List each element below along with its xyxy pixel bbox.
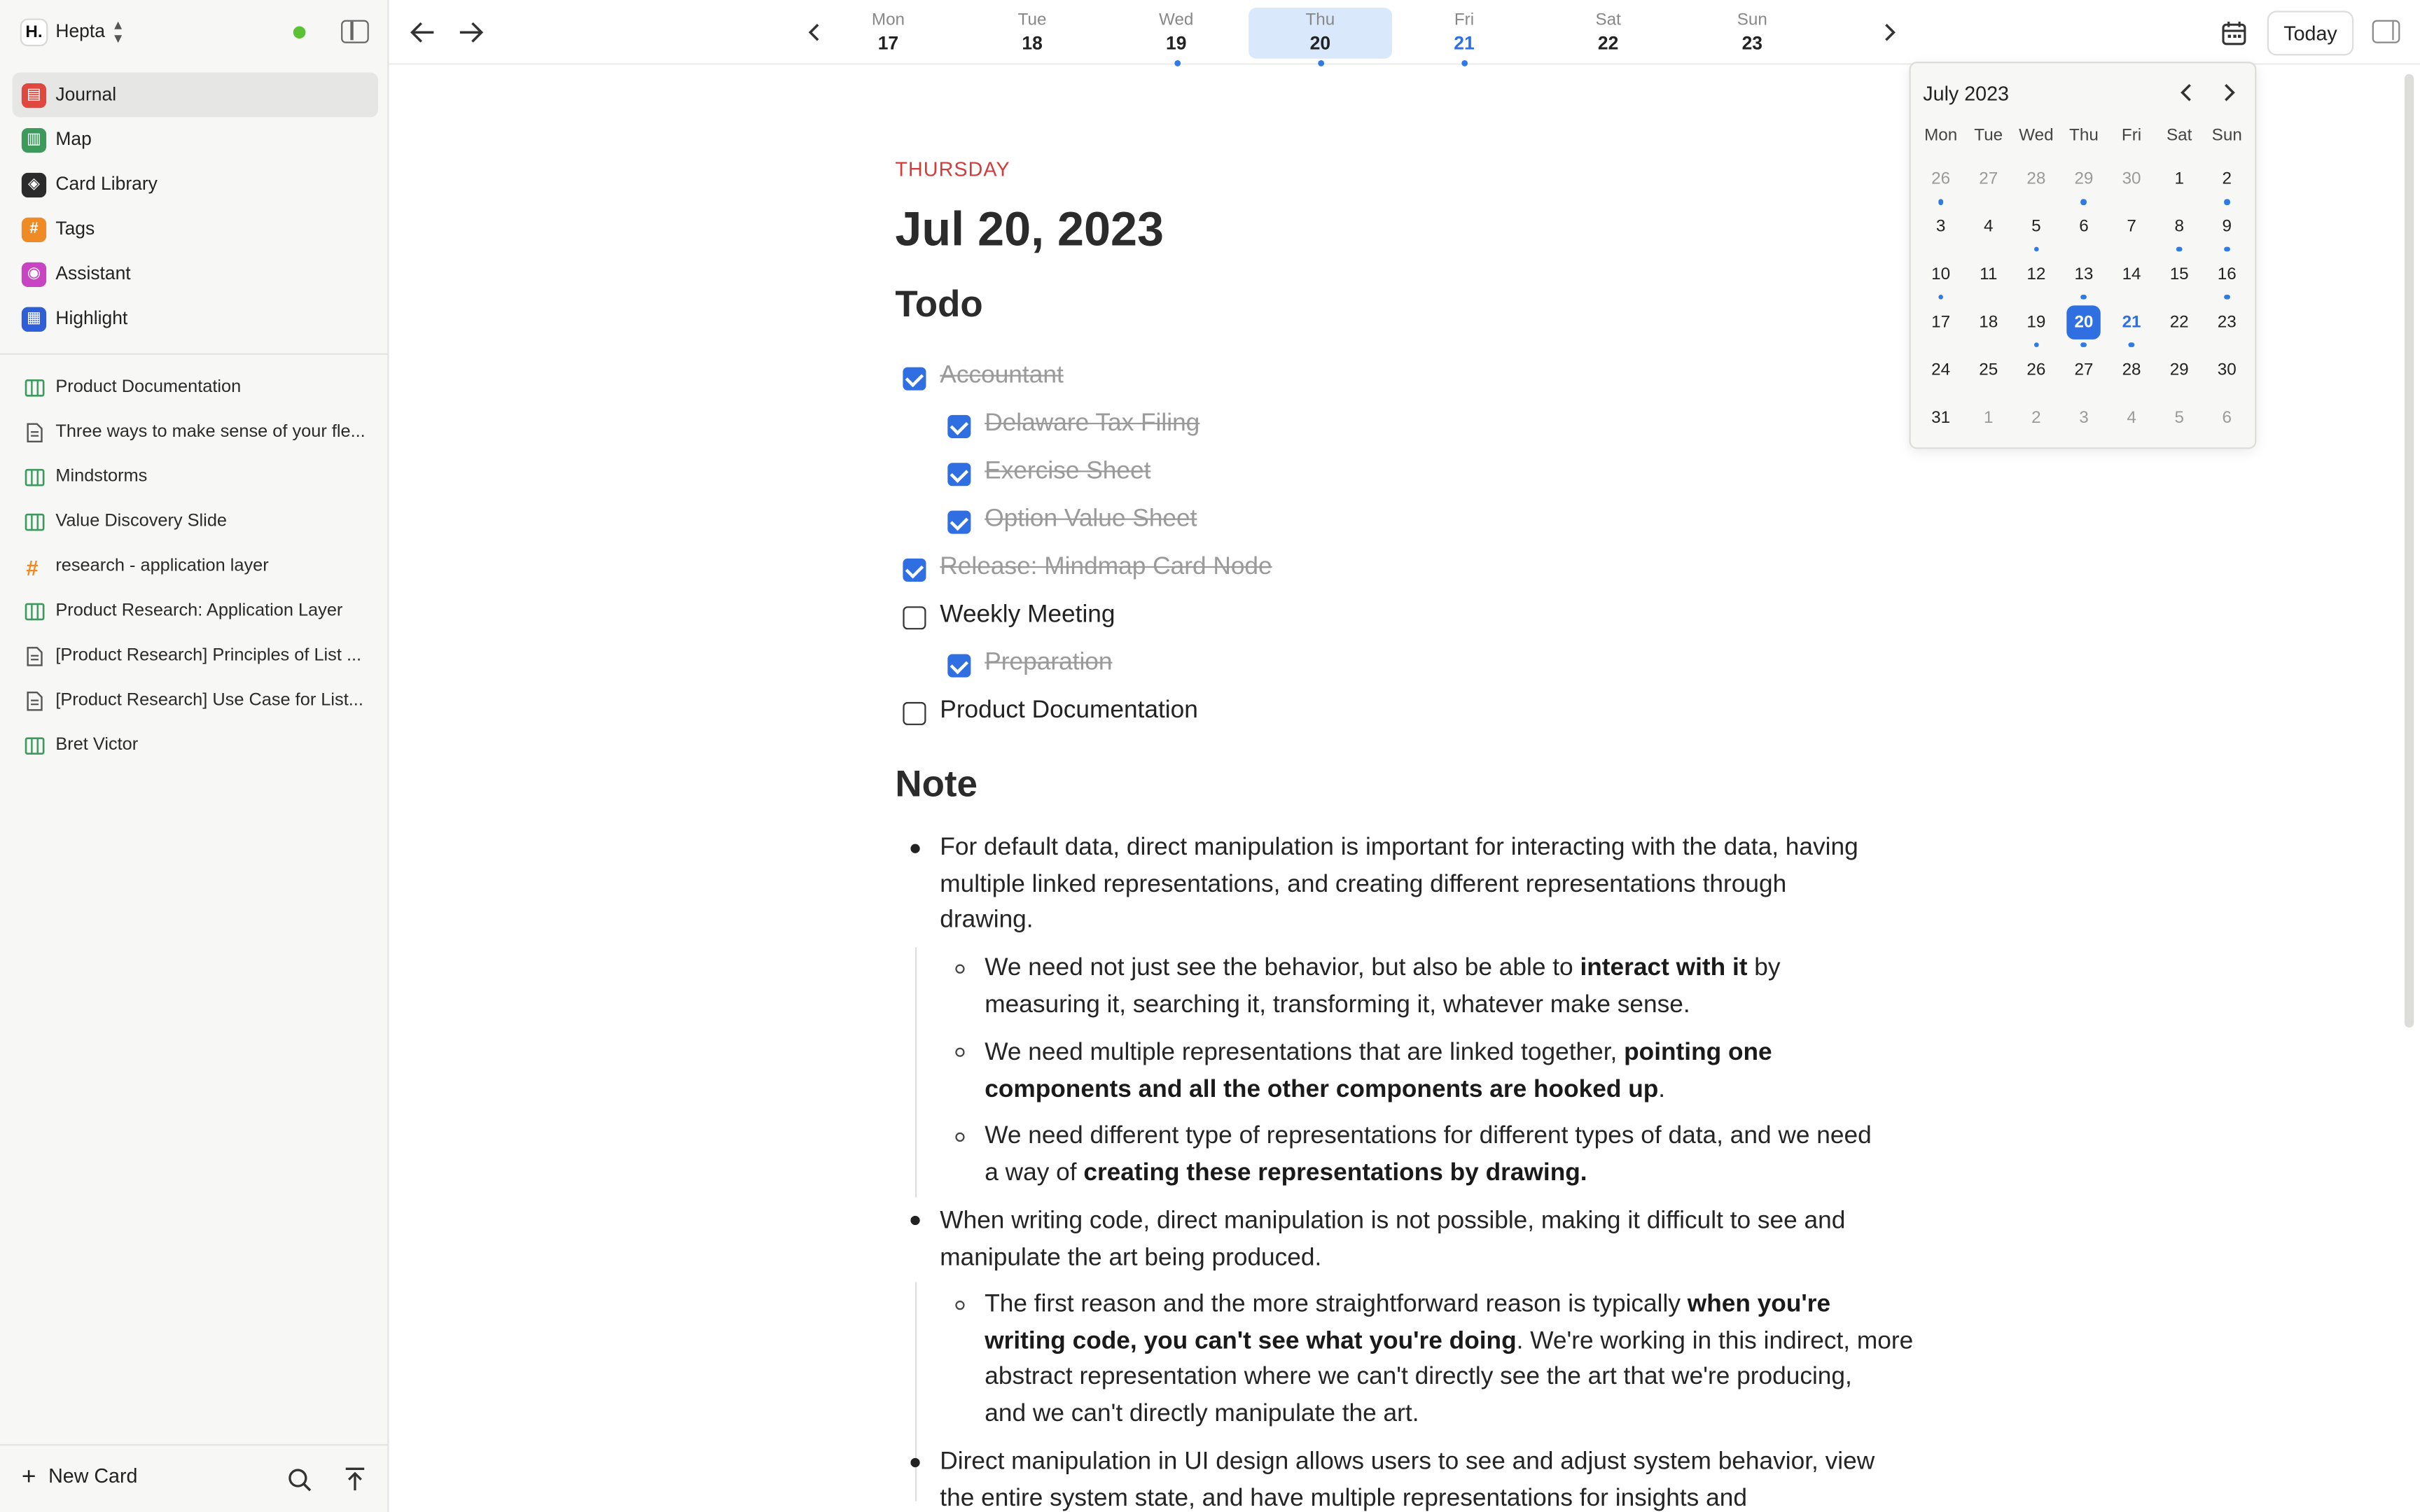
- workspace-logo[interactable]: H.: [20, 18, 48, 46]
- checked-checkbox[interactable]: [947, 463, 971, 486]
- checked-checkbox[interactable]: [947, 415, 971, 438]
- sidebar-footer: [0, 1444, 389, 1512]
- week-strip: [847, 0, 1928, 65]
- day-name: Tue: [1017, 10, 1047, 29]
- calendar-day[interactable]: 14: [2122, 265, 2141, 284]
- day-name: Sat: [1595, 10, 1621, 29]
- todo-text: Accountant: [940, 362, 1064, 389]
- day-thu[interactable]: [1249, 8, 1392, 59]
- next-month-chevron-icon[interactable]: [2218, 82, 2239, 104]
- note-line: the entire system state, and have multiple representations for insights and: [940, 1485, 1747, 1511]
- sidebar-card-label: research - application layer: [55, 556, 269, 576]
- svg-text:#: #: [26, 556, 39, 578]
- has-entry-dot: [1174, 60, 1180, 66]
- calendar-day[interactable]: 27: [2074, 360, 2094, 379]
- calendar-day[interactable]: 31: [1931, 407, 1951, 427]
- map-icon: [25, 468, 45, 488]
- calendar-day[interactable]: 29: [2169, 360, 2189, 379]
- note-line: For default data, direct manipulation is important for interacting with the data, having: [940, 834, 1858, 861]
- calendar-day[interactable]: 17: [1931, 312, 1951, 332]
- note-line: [985, 1287, 1942, 1323]
- checked-checkbox[interactable]: [947, 654, 971, 678]
- sidebar-item-label: Tags: [55, 217, 95, 239]
- bullet-dot: [910, 1458, 919, 1467]
- bold-span: pointing one: [1624, 1040, 1772, 1067]
- sidebar-card-item[interactable]: [13, 679, 378, 724]
- calendar-day[interactable]: 27: [1979, 169, 1998, 188]
- bold-span: writing code, you can't see what you're doing: [985, 1327, 1517, 1354]
- calendar-day[interactable]: 22: [2169, 312, 2189, 332]
- note-line: [985, 1035, 1942, 1072]
- sidebar-card-label: [Product Research] Use Case for List...: [55, 691, 363, 710]
- calendar-day[interactable]: 6: [2222, 407, 2232, 427]
- has-entry-dot: [2033, 246, 2039, 252]
- sidebar-item-label: Highlight: [55, 307, 128, 329]
- sidebar-card-item[interactable]: [13, 365, 378, 410]
- day-date: 17: [877, 32, 899, 55]
- sidebar-item-highlight[interactable]: [13, 296, 378, 341]
- has-entry-dot: [2224, 295, 2230, 300]
- calendar-day[interactable]: 26: [1931, 169, 1951, 188]
- note-line: [985, 951, 1942, 987]
- map-icon: [25, 512, 45, 533]
- note-sub-bullet[interactable]: [985, 1119, 1942, 1191]
- back-arrow-icon[interactable]: [408, 17, 438, 48]
- note-bullet[interactable]: [940, 1444, 1943, 1512]
- note-line: [985, 1323, 1942, 1359]
- sidebar-card-item[interactable]: [13, 410, 378, 455]
- calendar-day[interactable]: 28: [2026, 169, 2046, 188]
- bold-span: interact with it: [1580, 955, 1748, 981]
- has-entry-dot: [1462, 60, 1468, 66]
- sidebar-card-item[interactable]: [13, 455, 378, 500]
- calendar-day[interactable]: 7: [2127, 217, 2136, 236]
- document-icon: [25, 423, 45, 443]
- text-span: We need multiple representations that are linked together,: [985, 1040, 1625, 1067]
- todo-text: Option Value Sheet: [985, 505, 1197, 533]
- has-entry-dot: [2081, 199, 2087, 204]
- calendar-day[interactable]: 5: [2031, 217, 2041, 236]
- calendar-day[interactable]: 26: [2026, 360, 2046, 379]
- calendar-day[interactable]: 10: [1931, 265, 1951, 284]
- forward-arrow-icon[interactable]: [455, 17, 486, 48]
- sidebar-item-label: Card Library: [55, 172, 158, 195]
- sidebar-card-label: Value Discovery Slide: [55, 512, 228, 531]
- sidebar-card-label: Mindstorms: [55, 467, 148, 486]
- workspace-switch-icon[interactable]: ▴ ▾: [114, 17, 123, 48]
- todo-heading[interactable]: Todo: [895, 284, 983, 326]
- text-span: We need not just see the behavior, but also be able to: [985, 955, 1580, 981]
- text-span: by: [1747, 955, 1781, 981]
- todo-text: Product Documentation: [940, 697, 1198, 724]
- calendar-day[interactable]: 9: [2222, 217, 2232, 236]
- has-entry-dot: [1938, 295, 1944, 300]
- sidebar-card-label: [Product Research] Principles of List ...: [55, 646, 362, 665]
- sidebar-item-map[interactable]: [13, 118, 378, 162]
- unchecked-checkbox[interactable]: [903, 606, 926, 629]
- map-icon: ▥: [22, 128, 46, 153]
- tag-icon: [25, 557, 45, 578]
- sidebar-card-label: Product Research: Application Layer: [55, 601, 343, 621]
- new-card-button[interactable]: [22, 1464, 138, 1492]
- sidebar-item-tags[interactable]: [13, 206, 378, 251]
- checked-checkbox[interactable]: [903, 559, 926, 582]
- note-sub-bullet[interactable]: [985, 1035, 1942, 1108]
- day-name: Mon: [871, 10, 905, 29]
- note-line: multiple linked representations, and creating different representations through: [940, 871, 1787, 897]
- calendar-weekday: Sun: [2211, 126, 2242, 146]
- todo-text: Release: Mindmap Card Node: [940, 554, 1272, 580]
- sub-bullet-circle: [955, 965, 964, 974]
- calendar-day[interactable]: 3: [1935, 217, 1946, 236]
- note-line: We need different type of representations for different types of data, and we need: [985, 1123, 1872, 1150]
- calendar-day[interactable]: 6: [2079, 217, 2089, 236]
- scrollbar[interactable]: [2405, 74, 2414, 1028]
- day-sun[interactable]: [1681, 8, 1824, 59]
- calendar-day[interactable]: 30: [2217, 360, 2237, 379]
- has-entry-dot: [2081, 342, 2087, 348]
- prev-month-chevron-icon[interactable]: [2176, 82, 2198, 104]
- calendar-weekday: Thu: [2069, 126, 2099, 146]
- note-line: manipulate the art being produced.: [940, 1244, 1322, 1271]
- calendar-weekday: Wed: [2019, 126, 2054, 146]
- calendar-month-label: July 2023: [1923, 81, 2009, 105]
- document-icon: [25, 691, 45, 711]
- plus-icon: +: [21, 1464, 36, 1491]
- todo-text: Exercise Sheet: [985, 458, 1151, 485]
- right-panel-toggle-icon[interactable]: [2372, 20, 2400, 43]
- has-entry-dot: [2224, 246, 2230, 252]
- note-bullet[interactable]: [940, 1203, 1943, 1276]
- calendar-weekday: Tue: [1974, 126, 2003, 146]
- sync-status-dot: [293, 26, 306, 38]
- map-icon: [25, 736, 45, 756]
- map-icon: [25, 602, 45, 622]
- calendar-day[interactable]: 1: [2174, 169, 2184, 188]
- thread-line: [915, 1282, 917, 1502]
- recent-cards-list: [13, 365, 378, 768]
- sidebar-item-label: Map: [55, 127, 92, 150]
- note-sub-bullet[interactable]: [985, 951, 1942, 1023]
- day-name: Fri: [1454, 10, 1475, 29]
- workspace-header: [0, 0, 389, 65]
- has-entry-dot: [2129, 342, 2134, 348]
- day-wed[interactable]: [1104, 8, 1248, 59]
- calendar-weekday: Mon: [1924, 126, 1958, 146]
- calendar-day[interactable]: 15: [2169, 265, 2189, 284]
- day-fri[interactable]: [1393, 8, 1536, 59]
- has-entry-dot: [2033, 342, 2039, 348]
- calendar-day[interactable]: 29: [2074, 169, 2094, 188]
- calendar-day[interactable]: 2: [2222, 169, 2232, 188]
- bullet-dot: [910, 1216, 919, 1225]
- calendar-day[interactable]: 12: [2026, 265, 2046, 284]
- text-span: The first reason and the more straightforward reason is typically: [985, 1291, 1688, 1318]
- note-line: [985, 1155, 1942, 1191]
- day-name: Wed: [1159, 10, 1194, 29]
- checked-checkbox[interactable]: [903, 368, 926, 391]
- topbar: [389, 0, 2420, 65]
- note-line: When writing code, direct manipulation is not possible, making it difficult to see and: [940, 1208, 1846, 1235]
- map-icon: [25, 378, 45, 398]
- sidebar: [0, 0, 389, 1512]
- sidebar-card-label: Three ways to make sense of your fle...: [55, 422, 366, 442]
- today-button[interactable]: Today: [2267, 10, 2353, 55]
- sidebar-card-label: Product Documentation: [55, 378, 242, 397]
- note-line: measuring it, searching it, transforming it, whatever make sense.: [985, 991, 1690, 1018]
- calendar-icon[interactable]: [2221, 20, 2247, 46]
- assistant-icon: ◉: [22, 262, 46, 287]
- has-entry-dot: [1938, 199, 1944, 204]
- thread-line: [915, 947, 917, 1197]
- sidebar-card-label: Bret Victor: [55, 736, 139, 755]
- text-span: . We're working in this indirect, more: [1516, 1327, 1914, 1354]
- todo-text: Weekly Meeting: [940, 601, 1115, 629]
- calendar-day[interactable]: 24: [1931, 360, 1951, 379]
- calendar-day[interactable]: 8: [2174, 217, 2184, 236]
- note-line: Direct manipulation in UI design allows users to see and adjust system behavior, view: [940, 1448, 1875, 1476]
- day-name: Sun: [1737, 10, 1767, 29]
- day-sat[interactable]: [1536, 8, 1680, 59]
- weekday-label: THURSDAY: [895, 157, 1010, 181]
- workspace-name[interactable]: Hepta: [55, 20, 105, 42]
- sidebar-item-assistant[interactable]: [13, 251, 378, 296]
- sidebar-card-item[interactable]: [13, 545, 378, 589]
- note-line: and we can't directly manipulate the art.: [985, 1400, 1419, 1427]
- calendar-weekday: Sat: [2166, 126, 2192, 146]
- sidebar-divider: [0, 354, 389, 355]
- has-entry-dot: [2081, 295, 2087, 300]
- calendar-day[interactable]: 30: [2122, 169, 2141, 188]
- bold-span: when you're: [1687, 1291, 1831, 1318]
- unchecked-checkbox[interactable]: [903, 702, 926, 725]
- bold-span: components and all the other components are hooked up: [985, 1076, 1659, 1102]
- calendar-day[interactable]: 19: [2026, 312, 2046, 332]
- note-bullet[interactable]: [940, 830, 1943, 939]
- note-line: abstract representation where we can't directly see the art that we're producing,: [985, 1364, 1852, 1390]
- month-calendar-popover: [1909, 62, 2256, 449]
- sidebar-item-label: Journal: [55, 83, 117, 105]
- document-icon: [25, 647, 45, 667]
- calendar-day[interactable]: 16: [2217, 265, 2237, 284]
- calendar-day[interactable]: 4: [2127, 407, 2136, 427]
- sidebar-card-item[interactable]: [13, 634, 378, 679]
- sidebar-item-journal[interactable]: [13, 73, 378, 118]
- has-entry-dot: [2224, 199, 2230, 204]
- calendar-day[interactable]: 20: [2067, 305, 2101, 339]
- day-date: 19: [1165, 32, 1187, 55]
- new-card-label: New Card: [48, 1464, 138, 1488]
- sidebar-item-label: Assistant: [55, 262, 131, 284]
- sub-bullet-circle: [955, 1301, 964, 1310]
- day-mon[interactable]: [816, 8, 960, 59]
- note-line: drawing.: [940, 907, 1034, 934]
- calendar-day[interactable]: 2: [2031, 407, 2041, 427]
- collapse-all-icon[interactable]: [342, 1466, 367, 1492]
- journal-icon: ▤: [22, 83, 46, 108]
- calendar-day[interactable]: 1: [1983, 407, 1994, 427]
- highlight-icon: ▦: [22, 307, 46, 332]
- card-library-icon: ◈: [22, 173, 46, 197]
- search-icon[interactable]: [287, 1467, 312, 1492]
- calendar-day[interactable]: 28: [2122, 360, 2141, 379]
- todo-text: Preparation: [985, 649, 1113, 676]
- sidebar-card-item[interactable]: [13, 724, 378, 769]
- day-date: 23: [1741, 32, 1763, 55]
- calendar-day[interactable]: 25: [1979, 360, 1998, 379]
- day-date: 21: [1454, 32, 1475, 55]
- checked-checkbox[interactable]: [947, 511, 971, 534]
- has-entry-dot: [1318, 60, 1324, 66]
- calendar-weekday: Fri: [2121, 126, 2142, 146]
- sidebar-card-item[interactable]: [13, 589, 378, 634]
- sidebar-toggle-icon[interactable]: [341, 20, 369, 43]
- has-entry-dot: [2176, 246, 2182, 252]
- tags-icon: #: [22, 218, 46, 242]
- text-span: a way of: [985, 1159, 1084, 1186]
- todo-text: Delaware Tax Filing: [985, 410, 1200, 437]
- calendar-day[interactable]: 21: [2122, 312, 2141, 332]
- note-heading[interactable]: Note: [895, 764, 978, 806]
- calendar-day[interactable]: 4: [1983, 217, 1994, 236]
- calendar-day[interactable]: 13: [2074, 265, 2094, 284]
- bullet-dot: [910, 844, 919, 853]
- bold-span: creating these representations by drawing.: [1083, 1159, 1587, 1186]
- note-line: [985, 1072, 1942, 1108]
- calendar-day[interactable]: 11: [1980, 265, 1998, 284]
- sidebar-item-card-library[interactable]: [13, 162, 378, 206]
- sub-bullet-circle: [955, 1133, 964, 1142]
- sidebar-card-item[interactable]: [13, 500, 378, 545]
- calendar-day[interactable]: 18: [1979, 312, 1998, 332]
- note-sub-bullet[interactable]: [985, 1287, 1942, 1432]
- sub-bullet-circle: [955, 1048, 964, 1057]
- page-title[interactable]: Jul 20, 2023: [895, 202, 1164, 256]
- next-week-chevron-icon[interactable]: [1874, 17, 1905, 48]
- calendar-day[interactable]: 5: [2174, 407, 2184, 427]
- day-date: 18: [1022, 32, 1043, 55]
- calendar-day[interactable]: 23: [2217, 312, 2237, 332]
- sidebar-nav: [13, 73, 378, 342]
- day-tue[interactable]: [961, 8, 1104, 59]
- day-date: 22: [1597, 32, 1619, 55]
- day-date: 20: [1309, 32, 1331, 55]
- calendar-day[interactable]: 3: [2079, 407, 2089, 427]
- day-name: Thu: [1305, 10, 1335, 29]
- text-span: .: [1658, 1076, 1666, 1102]
